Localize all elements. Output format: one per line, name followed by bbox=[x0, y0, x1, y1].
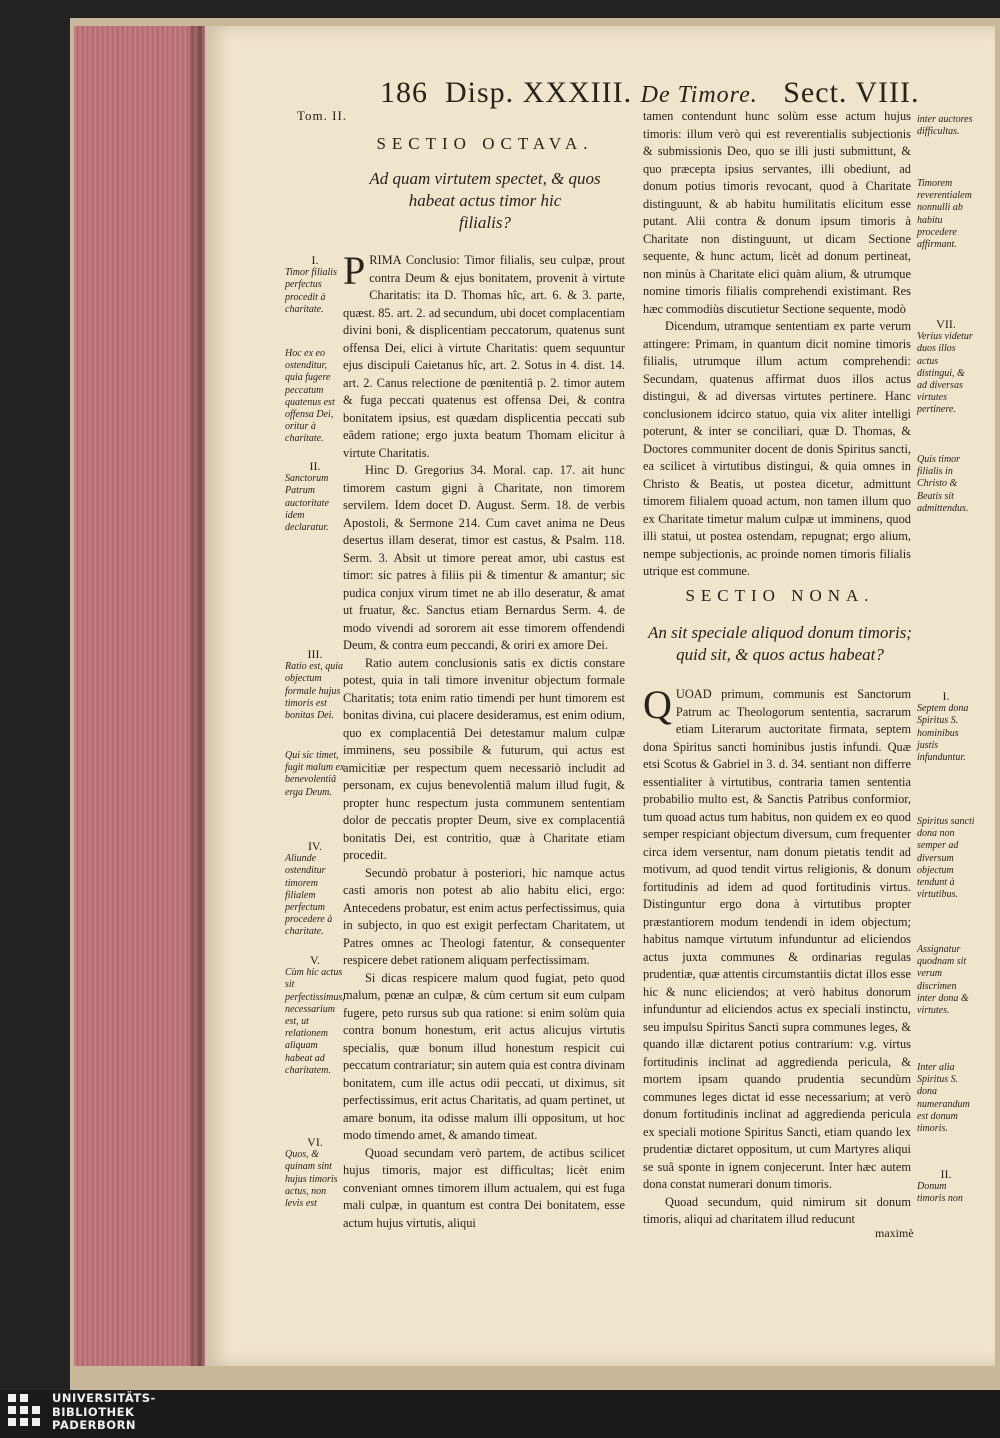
paragraph: Si dicas respicere malum quod fugiat, peto quod malum, pœnæ an culpæ, & cùm certum sit eum culpam fugere, peto rursus sub qua ratione: si enim solùm quia contra bonum honestum, erit actus alicujus virtutis specialis, quæ bonum illud honestum respicit cui peccatum contrariatur; sin autem quia est contra divinam bonitatem, cum ille actus odii peccati, ut diximus, sit perfectissimus, erit actus Charitatis, ad quam pertinet, ut amare bonum, ita odisse malum illi oppositum, ut hoc modo timendo amet, & amando timeat. bbox=[343, 970, 625, 1142]
margin-text: Donum timoris non bbox=[917, 1181, 963, 1205]
drop-cap: Q bbox=[643, 682, 672, 727]
subtitle-line: quid sit, & quos actus habeat? bbox=[676, 645, 884, 664]
margin-number: VII. bbox=[936, 317, 956, 331]
margin-note bbox=[917, 178, 975, 251]
subtitle-line: habeat actus timor hic bbox=[408, 191, 562, 210]
paragraph-text: RIMA Conclusio: Timor filialis, seu culpæ, prout contra Deum & ejus bonitatem, provenit à virtute Charitatis: ita D. Thomas hîc, art. 6. & 3. parte, quæst. 85. art. 2. ad secundum, ubi docet complacentiam divini boni, & displicentiam peccatorum, quatenus sunt offensa Dei, elici à virtute Charitatis: quem sequuntur ejus discipuli Caietanus hîc, art. 2. Sotus in 4. dist. 14. art. 2. Canus relectione de pœnitentiâ p. 2. timor autem & fuga peccati quatenus est offensa Dei, & contra bonitatem ipsius, est quædam displicentia peccati sub eâdem ratione; ergo juxta beatum Thomam elicitur à virtute Charitatis. bbox=[343, 253, 625, 460]
margin-text: Verius videtur duos illos actus distingui, & ad diversas virtutes pertinere. bbox=[917, 331, 973, 416]
margin-text: Septem dona Spiritus S. hominibus justis infunduntur. bbox=[917, 703, 969, 764]
margin-number: II. bbox=[940, 1167, 952, 1181]
margin-number: IV. bbox=[307, 839, 323, 853]
drop-cap: P bbox=[343, 248, 366, 293]
margin-text: Aliunde ostenditur timorem filialem perfectum procedere à charitate. bbox=[285, 853, 333, 938]
margin-note bbox=[285, 348, 345, 446]
margin-text: Qui sic timet, fugit malum ex benevolentiâ erga Deum. bbox=[285, 750, 345, 798]
margin-text: Timor filialis perfectus procedit à charitate. bbox=[285, 267, 337, 315]
margin-note bbox=[285, 254, 345, 316]
margin-number: II. bbox=[309, 459, 321, 473]
margin-note bbox=[917, 944, 975, 1017]
margin-text: Ratio est, quia objectum formale hujus timoris est bonitas Dei. bbox=[285, 661, 344, 722]
paragraph: Secundò probatur à posteriori, hic namque actus casti amoris non potest ab alio habitu elici, ergo: Antecedens probatur, est enim actus perfectissimus, quia in subjecto, in quo est exigit perfectam Charitatem, ut Patres omnes ac Theologi fatentur, & consequenter respicere debet rationem aliquam perfectissimam. bbox=[343, 865, 625, 967]
margin-note bbox=[285, 840, 345, 939]
volume-label: Tom. II. bbox=[297, 108, 348, 123]
paragraph: tamen contendunt hunc solùm esse actum hujus timoris: illum verò qui est reverentialis subjectionis & submissionis Deo, quo se illi justi submittunt, & quo præcepta ipsius servantes, illi obediunt, ad donum potius timoris revocant, quod à Charitate distinguunt, & ab habitu humilitatis elicitum esse putant. Alii contra & donum ipsum timoris à Charitate non distinguunt, ut dicam Sectione sequente, & hunc actum, licèt ad donum pertineat, non minùs à Charitate elici quàm alium, & utrumque nomine timoris filialis comprehendi existimant. Res hæc commodiùs discutietur Sectione sequente, modò bbox=[643, 109, 911, 316]
subtitle-line: filialis? bbox=[459, 213, 511, 232]
margin-note bbox=[917, 1062, 975, 1135]
book-page bbox=[205, 26, 995, 1366]
left-column-text bbox=[343, 248, 625, 1232]
institution-line: UNIVERSITÄTS- bbox=[52, 1391, 156, 1405]
margin-note bbox=[285, 954, 345, 1077]
page-number: 186 bbox=[380, 76, 428, 109]
margin-text: Timorem reverentialem nonnulli ab habitu procedere affirmant. bbox=[917, 178, 972, 251]
margin-text: Spiritus sancti dona non semper ad diversum objectum tendunt à virtutibus. bbox=[917, 816, 975, 901]
margin-note bbox=[917, 318, 975, 417]
header-disputation: Disp. XXXIII. bbox=[445, 76, 633, 109]
subtitle-line: Ad quam virtutem spectet, & quos bbox=[369, 169, 601, 188]
section-title-left: SECTIO OCTAVA. bbox=[376, 134, 594, 153]
margin-text: Quos, & quinam sint hujus timoris actus, non levis est bbox=[285, 1149, 338, 1210]
margin-note bbox=[285, 1136, 345, 1210]
institution-line: PADERBORN bbox=[52, 1418, 137, 1433]
margin-note bbox=[917, 1168, 975, 1206]
library-logo-icon bbox=[8, 1392, 44, 1432]
margin-text: inter auctores difficultas. bbox=[917, 114, 973, 138]
margin-text: Inter alia Spiritus S. dona numerandum est donum timoris. bbox=[917, 1062, 970, 1135]
margin-text: Cùm hic actus sit perfectissimus, necessarium est, ut relationem aliquam habeat ad charitatem. bbox=[285, 967, 345, 1076]
margin-note bbox=[285, 648, 345, 722]
page-edges bbox=[74, 26, 206, 1366]
margin-note bbox=[917, 454, 975, 515]
margin-note bbox=[917, 690, 975, 764]
running-header bbox=[380, 76, 920, 110]
margin-number: I. bbox=[942, 689, 950, 703]
margin-number: I. bbox=[311, 253, 319, 267]
margin-text: Sanctorum Patrum auctoritate idem declaratur. bbox=[285, 473, 329, 534]
paragraph bbox=[343, 248, 625, 462]
paragraph-text: UOAD primum, communis est Sanctorum Patrum ac Theologorum sententia, sacrarum etiam Literarum auctoritate firmata, septem dona Spiritus sancti hominibus justis infundi. Quæ etsi Scotus & Gabriel in 3. d. 34. sentiant non differre essentialiter à virtutibus, contraria tamen sententia probabilio multo est, & Sanctis Patribus conformior, tum quoad actus tum habitus, non quidem ex eo quod semper respiciant objectum diversum, cum frequenter circa idem versentur, nam donum pietatis tendit ad motivum, ad quod tendit virtus religionis, & donum fortitudinis ad idem ad quod fortitudinis virtus. Distinguntur ergo dona à virtutibus propter præstantiorem modum tendendi in idem objectum; habitus namque virtutum infunduntur ad eliciendos actus juxta communes & ordinarias regulas prudentiæ, quæ attentis circumstantiis dictat illos esse hic & nunc eliciendos; at verò habitus donorum infunduntur ad eliciendos actus ex speciali instinctu, seu impulsu Spiritus Sancti supra communes leges, & quando illæ dictarent potius contrarium: v.g. virtus fortitudinis inclinat ad aggredienda pericula, & mortem ipsam quando prudentia secundùm communes leges dictat id esse necessarium; at verò donum fortitudinis inclinat ad aggredienda pericula ex speciali motione Spiritus Sancti, etiam quando lex prudentiæ dictaret oppositum, ut cum Martyres aliqui se suâ sponte in ignem conjecerunt. Inter hæc autem dona constat numerari donum timoris. bbox=[643, 687, 911, 1191]
paragraph: Dicendum, utramque sententiam ex parte verum attingere: Primam, in quantum dicit nomine timoris filialis, utrumque illum actum comprehendi: Secundam, quatenus affirmat duos illos actus distingui, & ad diversas virtutes pertinere. Hanc conclusionem idcirco statuo, quia vix aliter intelligi poterunt, & inter se conciliari, quæ D. Thomas, & Doctores communiter docent de donis Spiritus sancti, ea scilicet à virtutibus distingui, & quia omnes in Christo & Beatis, ut postea dicetur, admittunt timorem filialem quoad actum, non tamen illum quo ex Charitate timetur malum culpæ ut imminens, quod illi statui, ut postea ostendam, repugnat; ergo alium, nempe subjectionis, ac proinde nomen timoris filialis utrique est commune. bbox=[643, 319, 911, 578]
margin-note bbox=[285, 460, 345, 534]
paragraph: Ratio autem conclusionis satis ex dictis constare potest, quia in tali timore invenitur objectum formale Charitatis; tota enim ratio timendi per hunt timorem est bonitas divina, cui placere desideramus, est enim odium, quo ex complacentiâ Dei detestamur malum culpæ imminens, seu possibile & futurum, qui actus est amicitiæ per respectum quem necessariò includit ad personam, ex cujus benevolentiâ malum illud fugit, & propter hunc respectum justa communem sententiam dolor de peccatis propter Deum, sive ex complacentiâ bonitatis Dei, est contritio, quæ à Charitate etiam procedit. bbox=[343, 655, 625, 862]
margin-note bbox=[285, 750, 345, 799]
header-section: Sect. VIII. bbox=[783, 76, 920, 109]
margin-text: Assignatur quodnam sit verum discrimen inter dona & virtutes. bbox=[917, 944, 969, 1017]
margin-text: Hoc ex eo ostenditur, quia fugere peccatum quatenus est offensa Dei, oritur à charitate. bbox=[285, 348, 335, 445]
margin-number: VI. bbox=[307, 1135, 323, 1149]
section-subtitle-left bbox=[335, 168, 635, 234]
paragraph: Quoad secundam verò partem, de actibus scilicet hujus timoris, major est difficultas; licèt enim conveniant omnes timorem illum actualem, qui est fuga mali culpæ, in quantum est contra Dei bonitatem, esse actum hujus virtutis, aliqui bbox=[343, 1145, 625, 1230]
institution-name bbox=[52, 1392, 156, 1433]
margin-text: Quis timor filialis in Christo & Beatis sit admittendus. bbox=[917, 454, 969, 514]
institution-line: BIBLIOTHEK bbox=[52, 1404, 135, 1419]
paragraph: Hinc D. Gregorius 34. Moral. cap. 17. ait hunc timorem castum gigni à Charitate, non timorem servilem. Idem docet D. August. Serm. 18. de verbis Apostoli, & Sermone 214. Cum cavet anima ne Deus desertus illam deserat, timor est castus, & Psalm. 118. Serm. 3. Absit ut timore pereat amor, ubi castus est timor: sic patres à filiis pii & timentur & amantur; sic pudica conjux virum timet ne ab illo deseratur, & amat ut fruatur, &c. Sanctus etiam Bernardus Serm. 4. de modo vivendi ad sororem ait esse timorem offendendi Deum, & contra eum peccandi, & oriri ex amore Dei. bbox=[343, 463, 625, 652]
margin-number: V. bbox=[309, 953, 321, 967]
section-title-right: SECTIO NONA. bbox=[685, 586, 875, 605]
paragraph: Quoad secundum, quid nimirum sit donum timoris, aliqui ad charitatem illud reducunt bbox=[643, 1194, 911, 1226]
catchword: maximè bbox=[875, 1226, 914, 1240]
margin-note bbox=[917, 816, 975, 901]
section-subtitle-right bbox=[625, 622, 935, 666]
right-column-text-top bbox=[643, 108, 911, 581]
margin-note bbox=[917, 114, 975, 138]
header-title: De Timore. bbox=[640, 82, 758, 108]
margin-number: III. bbox=[307, 647, 323, 661]
subtitle-line: An sit speciale aliquod donum timoris; bbox=[648, 623, 912, 642]
right-column-text-bottom bbox=[643, 682, 911, 1229]
paragraph bbox=[643, 682, 911, 1194]
